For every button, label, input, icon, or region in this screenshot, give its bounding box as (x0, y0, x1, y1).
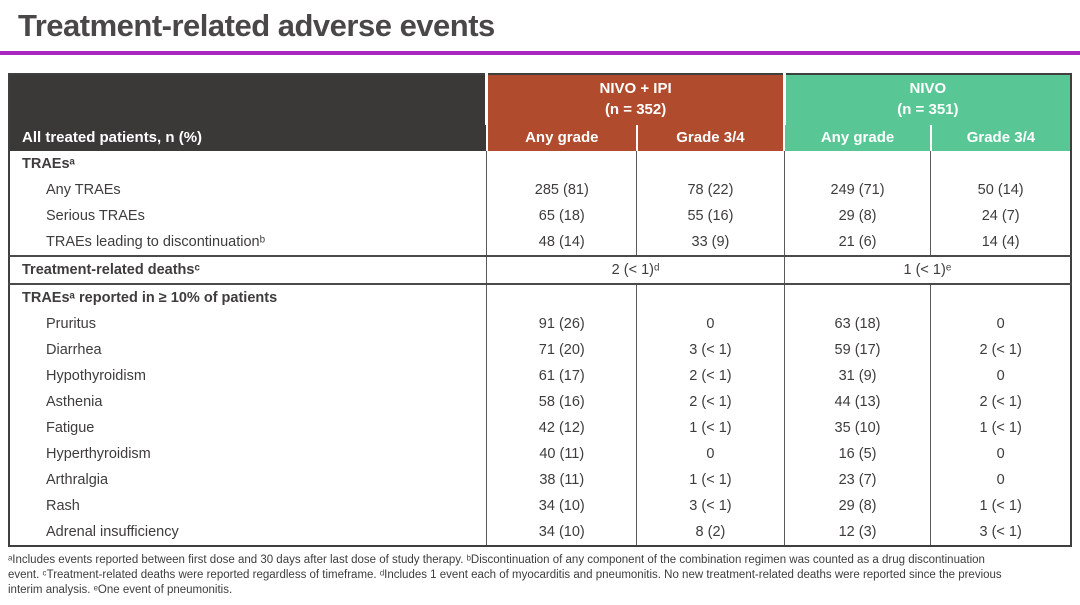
value-cell: 29 (8) (784, 203, 931, 229)
table-row (9, 441, 1071, 467)
value-cell: 8 (2) (637, 519, 785, 546)
empty-cell (931, 284, 1071, 311)
row-label: Hypothyroidism (46, 367, 146, 384)
value-cell: 71 (20) (487, 337, 637, 363)
value-cell: 285 (81) (487, 177, 637, 203)
subheader-grade34-nivo: Grade 3/4 (931, 125, 1071, 151)
value-cell: 1 (< 1) (637, 415, 785, 441)
row-label: TRAEsᵃ (22, 155, 76, 172)
empty-cell (784, 151, 931, 177)
row-label: TRAEsᵃ reported in ≥ 10% of patients (22, 289, 278, 306)
page-title: Treatment-related adverse events (18, 8, 495, 43)
value-cell: 0 (637, 441, 785, 467)
value-cell: 40 (11) (487, 441, 637, 467)
value-cell: 1 (< 1) (931, 415, 1071, 441)
value-cell: 3 (< 1) (637, 337, 785, 363)
table-row (9, 389, 1071, 415)
value-cell: 0 (637, 311, 785, 337)
row-label: Fatigue (46, 419, 95, 436)
table-row (9, 519, 1071, 546)
empty-cell (931, 151, 1071, 177)
row-label: Diarrhea (46, 341, 102, 358)
value-cell: 0 (931, 441, 1071, 467)
value-cell: 24 (7) (931, 203, 1071, 229)
value-cell: 44 (13) (784, 389, 931, 415)
value-cell: 48 (14) (487, 229, 637, 256)
value-cell: 34 (10) (487, 519, 637, 546)
group-name: NIVO (909, 80, 947, 98)
table-row (9, 337, 1071, 363)
value-cell: 0 (931, 467, 1071, 493)
empty-cell (637, 284, 785, 311)
value-cell: 21 (6) (784, 229, 931, 256)
adverse-events-table (8, 73, 1072, 547)
value-cell: 29 (8) (784, 493, 931, 519)
row-label: Adrenal insufficiency (46, 523, 179, 540)
subheader-any-grade-nivo: Any grade (784, 125, 931, 151)
table-row (9, 467, 1071, 493)
group-header-nivo (784, 74, 1071, 125)
value-cell: 0 (931, 311, 1071, 337)
table-row (9, 229, 1071, 256)
value-cell: 78 (22) (637, 177, 785, 203)
subheader-grade34-nivo-ipi: Grade 3/4 (637, 125, 785, 151)
value-cell: 1 (< 1) (931, 493, 1071, 519)
group-name: NIVO + IPI (599, 80, 672, 98)
value-cell: 2 (< 1) (931, 389, 1071, 415)
value-cell: 2 (< 1)ᵈ (487, 256, 784, 284)
group-n: (n = 351) (897, 100, 959, 118)
value-cell: 55 (16) (637, 203, 785, 229)
empty-cell (487, 284, 637, 311)
row-label: Pruritus (46, 315, 96, 332)
value-cell: 14 (4) (931, 229, 1071, 256)
footnote: ᵃIncludes events reported between first dose and 30 days after last dose of study therapy. ᵇDiscontinuation of any component of the combination regimen was counted as a drug discontinuation event. ᶜTreatment-related deaths were reported regardless of timeframe. ᵈIncludes 1 event each of myocarditis and pneumonitis. No new treatment-related deaths were reported since the previous interim analysis. ᵉOne event of pneumonitis. (8, 553, 1002, 596)
table-row (9, 203, 1071, 229)
value-cell: 1 (< 1) (637, 467, 785, 493)
value-cell: 38 (11) (487, 467, 637, 493)
empty-cell (784, 284, 931, 311)
table-row (9, 493, 1071, 519)
value-cell: 61 (17) (487, 363, 637, 389)
value-cell: 34 (10) (487, 493, 637, 519)
value-cell: 65 (18) (487, 203, 637, 229)
table-row (9, 415, 1071, 441)
value-cell: 3 (< 1) (637, 493, 785, 519)
value-cell: 12 (3) (784, 519, 931, 546)
value-cell: 59 (17) (784, 337, 931, 363)
value-cell: 50 (14) (931, 177, 1071, 203)
subheader-any-grade-nivo-ipi: Any grade (487, 125, 637, 151)
value-cell: 2 (< 1) (637, 389, 785, 415)
value-cell: 63 (18) (784, 311, 931, 337)
value-cell: 42 (12) (487, 415, 637, 441)
value-cell: 16 (5) (784, 441, 931, 467)
value-cell: 33 (9) (637, 229, 785, 256)
row-label: Asthenia (46, 393, 103, 410)
empty-cell (487, 151, 637, 177)
group-header-nivo-ipi (487, 74, 784, 125)
table-row (9, 151, 1071, 177)
value-cell: 249 (71) (784, 177, 931, 203)
row-label: TRAEs leading to discontinuationᵇ (46, 233, 266, 250)
group-header-row (9, 74, 1071, 125)
row-label: Treatment-related deathsᶜ (9, 256, 487, 284)
table-row (9, 177, 1071, 203)
table-row (9, 256, 1071, 284)
row-header-label: All treated patients, n (%) (9, 74, 487, 151)
value-cell: 3 (< 1) (931, 519, 1071, 546)
value-cell: 2 (< 1) (931, 337, 1071, 363)
row-label: Hyperthyroidism (46, 445, 151, 462)
group-n: (n = 352) (604, 100, 667, 118)
row-label: Serious TRAEs (46, 207, 145, 224)
value-cell: 1 (< 1)ᵉ (784, 256, 1071, 284)
value-cell: 23 (7) (784, 467, 931, 493)
value-cell: 35 (10) (784, 415, 931, 441)
table-row (9, 311, 1071, 337)
table-row (9, 284, 1071, 311)
empty-cell (637, 151, 785, 177)
row-label: Any TRAEs (46, 181, 121, 198)
row-label: Arthralgia (46, 471, 109, 488)
value-cell: 0 (931, 363, 1071, 389)
value-cell: 58 (16) (487, 389, 637, 415)
value-cell: 91 (26) (487, 311, 637, 337)
value-cell: 2 (< 1) (637, 363, 785, 389)
accent-divider (0, 51, 1080, 55)
value-cell: 31 (9) (784, 363, 931, 389)
row-label: Rash (46, 497, 80, 514)
table-body (9, 151, 1071, 546)
table-row (9, 363, 1071, 389)
